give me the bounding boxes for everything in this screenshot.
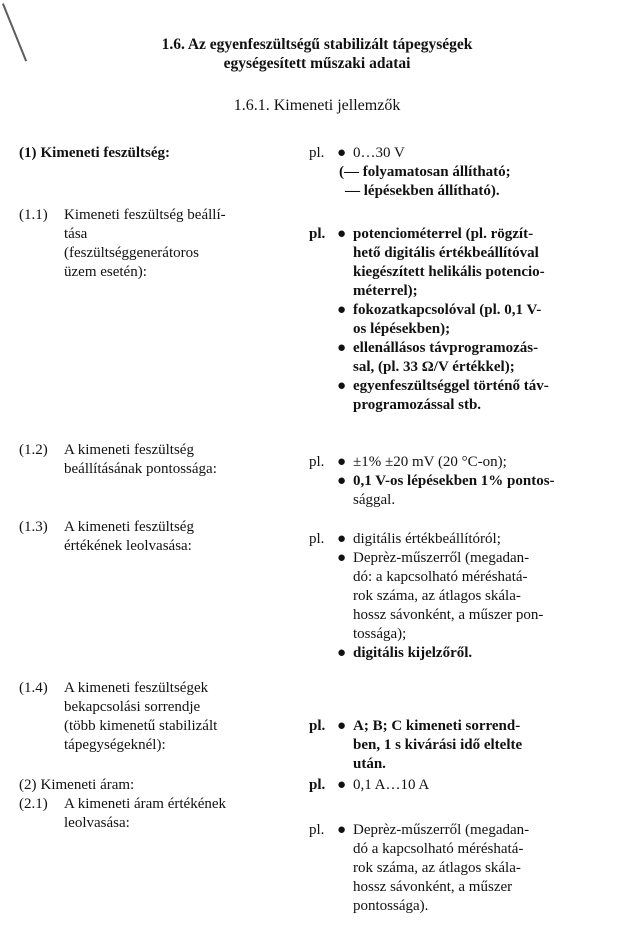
list-item: pl. ● digitális értékbeállítóról; xyxy=(309,531,501,547)
bullet-icon: ● xyxy=(337,226,347,242)
page-title-line-1: 1.6. Az egyenfeszültségű stabilizált tápegységek xyxy=(161,36,473,53)
list-item: pl. ● A; B; C kimeneti sorrend- ben, 1 s kivárási idő eltelte után. xyxy=(309,718,523,772)
list-item: ● fokozatkapcsolóval (pl. 0,1 V- os lépésekben); xyxy=(337,302,542,337)
item-1-1-label: (1.1) Kimeneti feszültség beállí- tása (feszültséggenerátoros üzem esetén): xyxy=(19,207,226,280)
item-2-1-values xyxy=(309,821,611,916)
list-item: pl. ● ±1% ±20 mV (20 °C-on); xyxy=(309,454,507,470)
item-2-1-label: (2.1) A kimeneti áram értékének leolvasása: xyxy=(19,796,227,831)
item-1-4-values xyxy=(309,717,611,774)
bullet-icon: ● xyxy=(337,822,347,838)
bullet-icon: ● xyxy=(337,777,347,793)
item-1-2-label: (1.2) A kimeneti feszültség beállításának pontossága: xyxy=(19,442,217,477)
bullet-icon: ● xyxy=(337,378,347,394)
item-2-values xyxy=(309,776,611,795)
item-2-label: (2) Kimeneti áram: xyxy=(19,777,135,793)
list-item: ● ellenállásos távprogramozás- sal, (pl. 33 Ω/V értékkel); xyxy=(337,340,539,375)
section-subtitle: 1.6.1. Kimeneti jellemzők xyxy=(233,97,401,114)
list-item: pl. ● potenciométerrel (pl. rögzít- hető digitális értékbeállítóval kiegészített helikális potencio- méterrel); xyxy=(309,226,545,299)
bullet-icon: ● xyxy=(337,340,347,356)
bullet-icon: ● xyxy=(337,145,347,161)
item-1-2-values xyxy=(309,453,611,510)
item-1-values: pl. ● 0…30 V (— folyamatosan állítható; — lépésekben állítható). xyxy=(309,144,611,201)
page-title-line-2: egységesített műszaki adatai xyxy=(223,55,411,72)
bullet-icon: ● xyxy=(337,531,347,547)
list-item: ● 0,1 V-os lépésekben 1% pontos- sággal. xyxy=(337,473,555,508)
bullet-icon: ● xyxy=(337,718,347,734)
bullet-icon: ● xyxy=(337,454,347,470)
item-1-label: (1) Kimeneti feszültség: xyxy=(19,145,171,161)
list-item: pl. ● 0,1 A…10 A xyxy=(309,777,430,793)
item-1-1-values xyxy=(309,225,611,415)
bullet-icon: ● xyxy=(337,645,347,661)
list-item: pl. ● Deprèz-műszerről (megadan- dó a kapcsolható méréshatá- rok száma, az átlagos skála- hossz sávonként, a műszer pontossága). xyxy=(309,822,530,914)
bullet-icon: ● xyxy=(337,550,347,566)
list-item: pl. ● 0…30 V xyxy=(309,145,405,161)
list-item: ● egyenfeszültséggel történő táv- programozással stb. xyxy=(337,378,549,413)
list-item: ● Deprèz-műszerről (megadan- dó: a kapcsolható méréshatá- rok száma, az átlagos skála- hossz sávonként, a műszer pon- tossága); xyxy=(337,550,544,642)
item-1-3-label: (1.3) A kimeneti feszültség értékének leolvasása: xyxy=(19,519,194,554)
item-1-4-label: (1.4) A kimeneti feszültségek bekapcsolási sorrendje (több kimenetű stabilizált tápegységeknél): xyxy=(19,680,218,753)
bullet-icon: ● xyxy=(337,302,347,318)
list-item: ● digitális kijelzőről. xyxy=(337,645,473,661)
bullet-icon: ● xyxy=(337,473,347,489)
item-1-3-values xyxy=(309,530,611,663)
